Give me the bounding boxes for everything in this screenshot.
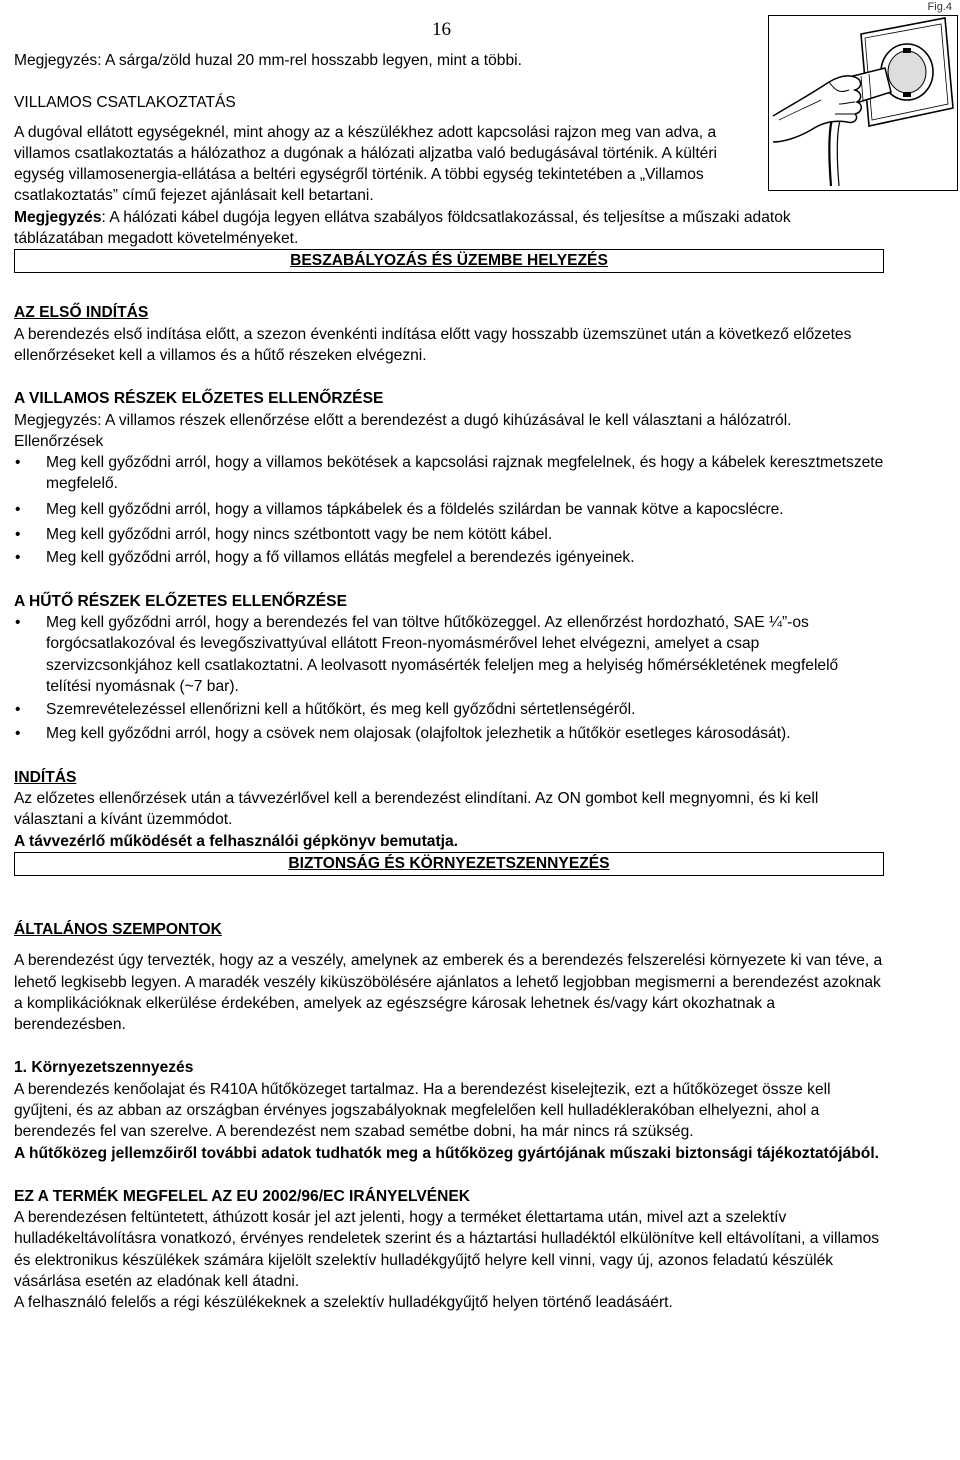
electrical-checks-note: Megjegyzés: A villamos részek ellenőrzése előtt a berendezést a dugó kihúzásával le kell választani a hálózatról. (14, 411, 792, 429)
note-label: Megjegyzés (14, 208, 102, 226)
note-text: : A hálózati kábel dugója legyen ellátva szabályos földcsatlakozással, és teljesítse a műszaki adatok táblázatában megadott követelményeket. (14, 208, 791, 248)
list-item: • Meg kell győződni arról, hogy a berendezés fel van töltve hűtőközeggel. Az ellenőrzést hordozható, SAE ¼”-os forgócsatlakozóval és levegőszivattyúval ellátott Freon-nyomásmérővel lehet elvégezni, amelyet a csap szervizcsonkjához kell csatlakoztatni. A leolvasott nyomásérték feleljen meg a helyiség hőmérsékletének megfelelő telítési nyomásnak (~7 bar). (14, 612, 884, 697)
electrical-checks-list (14, 452, 884, 568)
top-note: Megjegyzés: A sárga/zöld huzal 20 mm-rel hosszabb legyen, mint a többi. (14, 52, 522, 69)
first-start-paragraph: A berendezés első indítása előtt, a szezon évenkénti indítása előtt vagy hosszabb üzemszünet után a következő előzetes ellenőrzéseket kell a villamos és a hűtő részeken elvégezni. (14, 325, 852, 364)
heading-cooling-checks: A HŰTŐ RÉSZEK ELŐZETES ELLENŐRZÉSE (14, 592, 347, 610)
environment-bold-note: A hűtőközeg jellemzőiről további adatok tudhatók meg a hűtőközeg gyártójának műszaki biztonsági tájékoztatójából. (14, 1144, 879, 1162)
list-item: • Meg kell győződni arról, hogy a villamos bekötések a kapcsolási rajznak megfelelnek, és hogy a kábelek keresztmetszete megfelelő. (14, 452, 884, 495)
list-item: • Szemrevételezéssel ellenőrizni kell a hűtőkört, és meg kell győződni sértetlenségéről. (14, 699, 884, 720)
environment-paragraph: A berendezés kenőolajat és R410A hűtőközeget tartalmaz. Ha a berendezést kiselejtezik, ezt a hűtőközeget össze kell gyűjteni, és az abban az országban érvényes jogszabályoknak megfelelően kell hulladéklerakóban elhelyezni, ahol a berendezés fel van szerelve. A berendezést nem szabad semétbe dobni, ha már nincs rá szükség. (14, 1080, 831, 1141)
cooling-checks-list (14, 612, 884, 745)
list-item: • Meg kell győződni arról, hogy nincs szétbontott vagy be nem kötött kábel. (14, 524, 884, 545)
eu-directive-last-line: A felhasználó felelős a régi készülékeknek a szelektív hulladékgyűjtő helyen történő leadásáért. (14, 1294, 673, 1312)
checks-label: Ellenőrzések (14, 432, 104, 450)
mains-cable-note (14, 207, 884, 250)
top-block (14, 50, 759, 207)
list-item: • Meg kell győződni arról, hogy a villamos tápkábelek és a földelés szilárdan be vannak kötve a kapocslécre. (14, 499, 884, 520)
eu-directive-paragraph: A berendezésen feltüntetett, áthúzott kosár jel azt jelenti, hogy a terméket élettartama után, mivel azt a szelektív hulladékeltávolításra vonatkozó, érvényes rendeletek szerint és a háztartási hulladéktól elkülönítve kell eltávolítani, a villamos és elektronikus készülékek számára kijelölt szelektív hulladékgyűjtő helyre kell vinni, vagy új, azonos feladatú készülék vásárlása esetén az eladónak kell átadni. (14, 1209, 880, 1291)
heading-electrical-checks: A VILLAMOS RÉSZEK ELŐZETES ELLENŐRZÉSE (14, 390, 384, 408)
general-paragraph: A berendezést úgy tervezték, hogy az a veszély, amelynek az emberek és a berendezés felszerelési környezete ki van téve, a lehető legkisebb legyen. A maradék veszély kiküszöbölésére ajánlatos a lehető legjobban megismerni a berendezést azoknak a komplikációknak elkerülése érdekében, amelyek az egészségre károsak lehetnek és/vagy kárt okozhatnak a berendezésben. (14, 952, 883, 1034)
electrical-connection-paragraph: A dugóval ellátott egységeknél, mint ahogy az a készülékhez adott kapcsolási rajzon meg van adva, a villamos csatlakoztatás a hálózathoz a dugónak a hálózati aljzatba való bedugásával történik. A kültéri egység villamosenergia-ellátása a beltéri egységről történik. A többi egység tekintetében a „Villamos csatlakoztatás” című fejezet ajánlásait kell betartani. (14, 123, 718, 205)
heading-first-start: AZ ELSŐ INDÍTÁS (14, 304, 149, 322)
start-paragraph: Az előzetes ellenőrzések után a távvezérlővel kell a berendezést elindítani. Az ON gombot kell megnyomni, és ki kell választani a kívánt üzemmódot. (14, 790, 819, 829)
page-number: 16 (432, 19, 451, 40)
document-body (14, 50, 884, 1314)
list-item: • Meg kell győződni arról, hogy a fő villamos ellátás megfelel a berendezés igényeinek. (14, 547, 884, 568)
heading-start: INDÍTÁS (14, 768, 77, 786)
heading-electrical-connection: VILLAMOS CSATLAKOZTATÁS (14, 94, 236, 112)
heading-eu-directive: EZ A TERMÉK MEGFELEL AZ EU 2002/96/EC IRÁNYELVÉNEK (14, 1187, 471, 1205)
figure-label: Fig.4 (927, 1, 952, 13)
section-banner-commissioning: BESZABÁLYOZÁS ÉS ÜZEMBE HELYEZÉS (14, 249, 884, 273)
section-banner-safety: BIZTONSÁG ÉS KÖRNYEZETSZENNYEZÉS (14, 852, 884, 876)
list-item: • Meg kell győződni arról, hogy a csövek nem olajosak (olajfoltok jelezhetik a hűtőkör esetleges károsodását). (14, 723, 884, 744)
heading-environment: 1. Környezetszennyezés (14, 1059, 194, 1077)
heading-general: ÁLTALÁNOS SZEMPONTOK (14, 920, 222, 938)
start-remote-note: A távvezérlő működését a felhasználói gépkönyv bemutatja. (14, 832, 458, 850)
